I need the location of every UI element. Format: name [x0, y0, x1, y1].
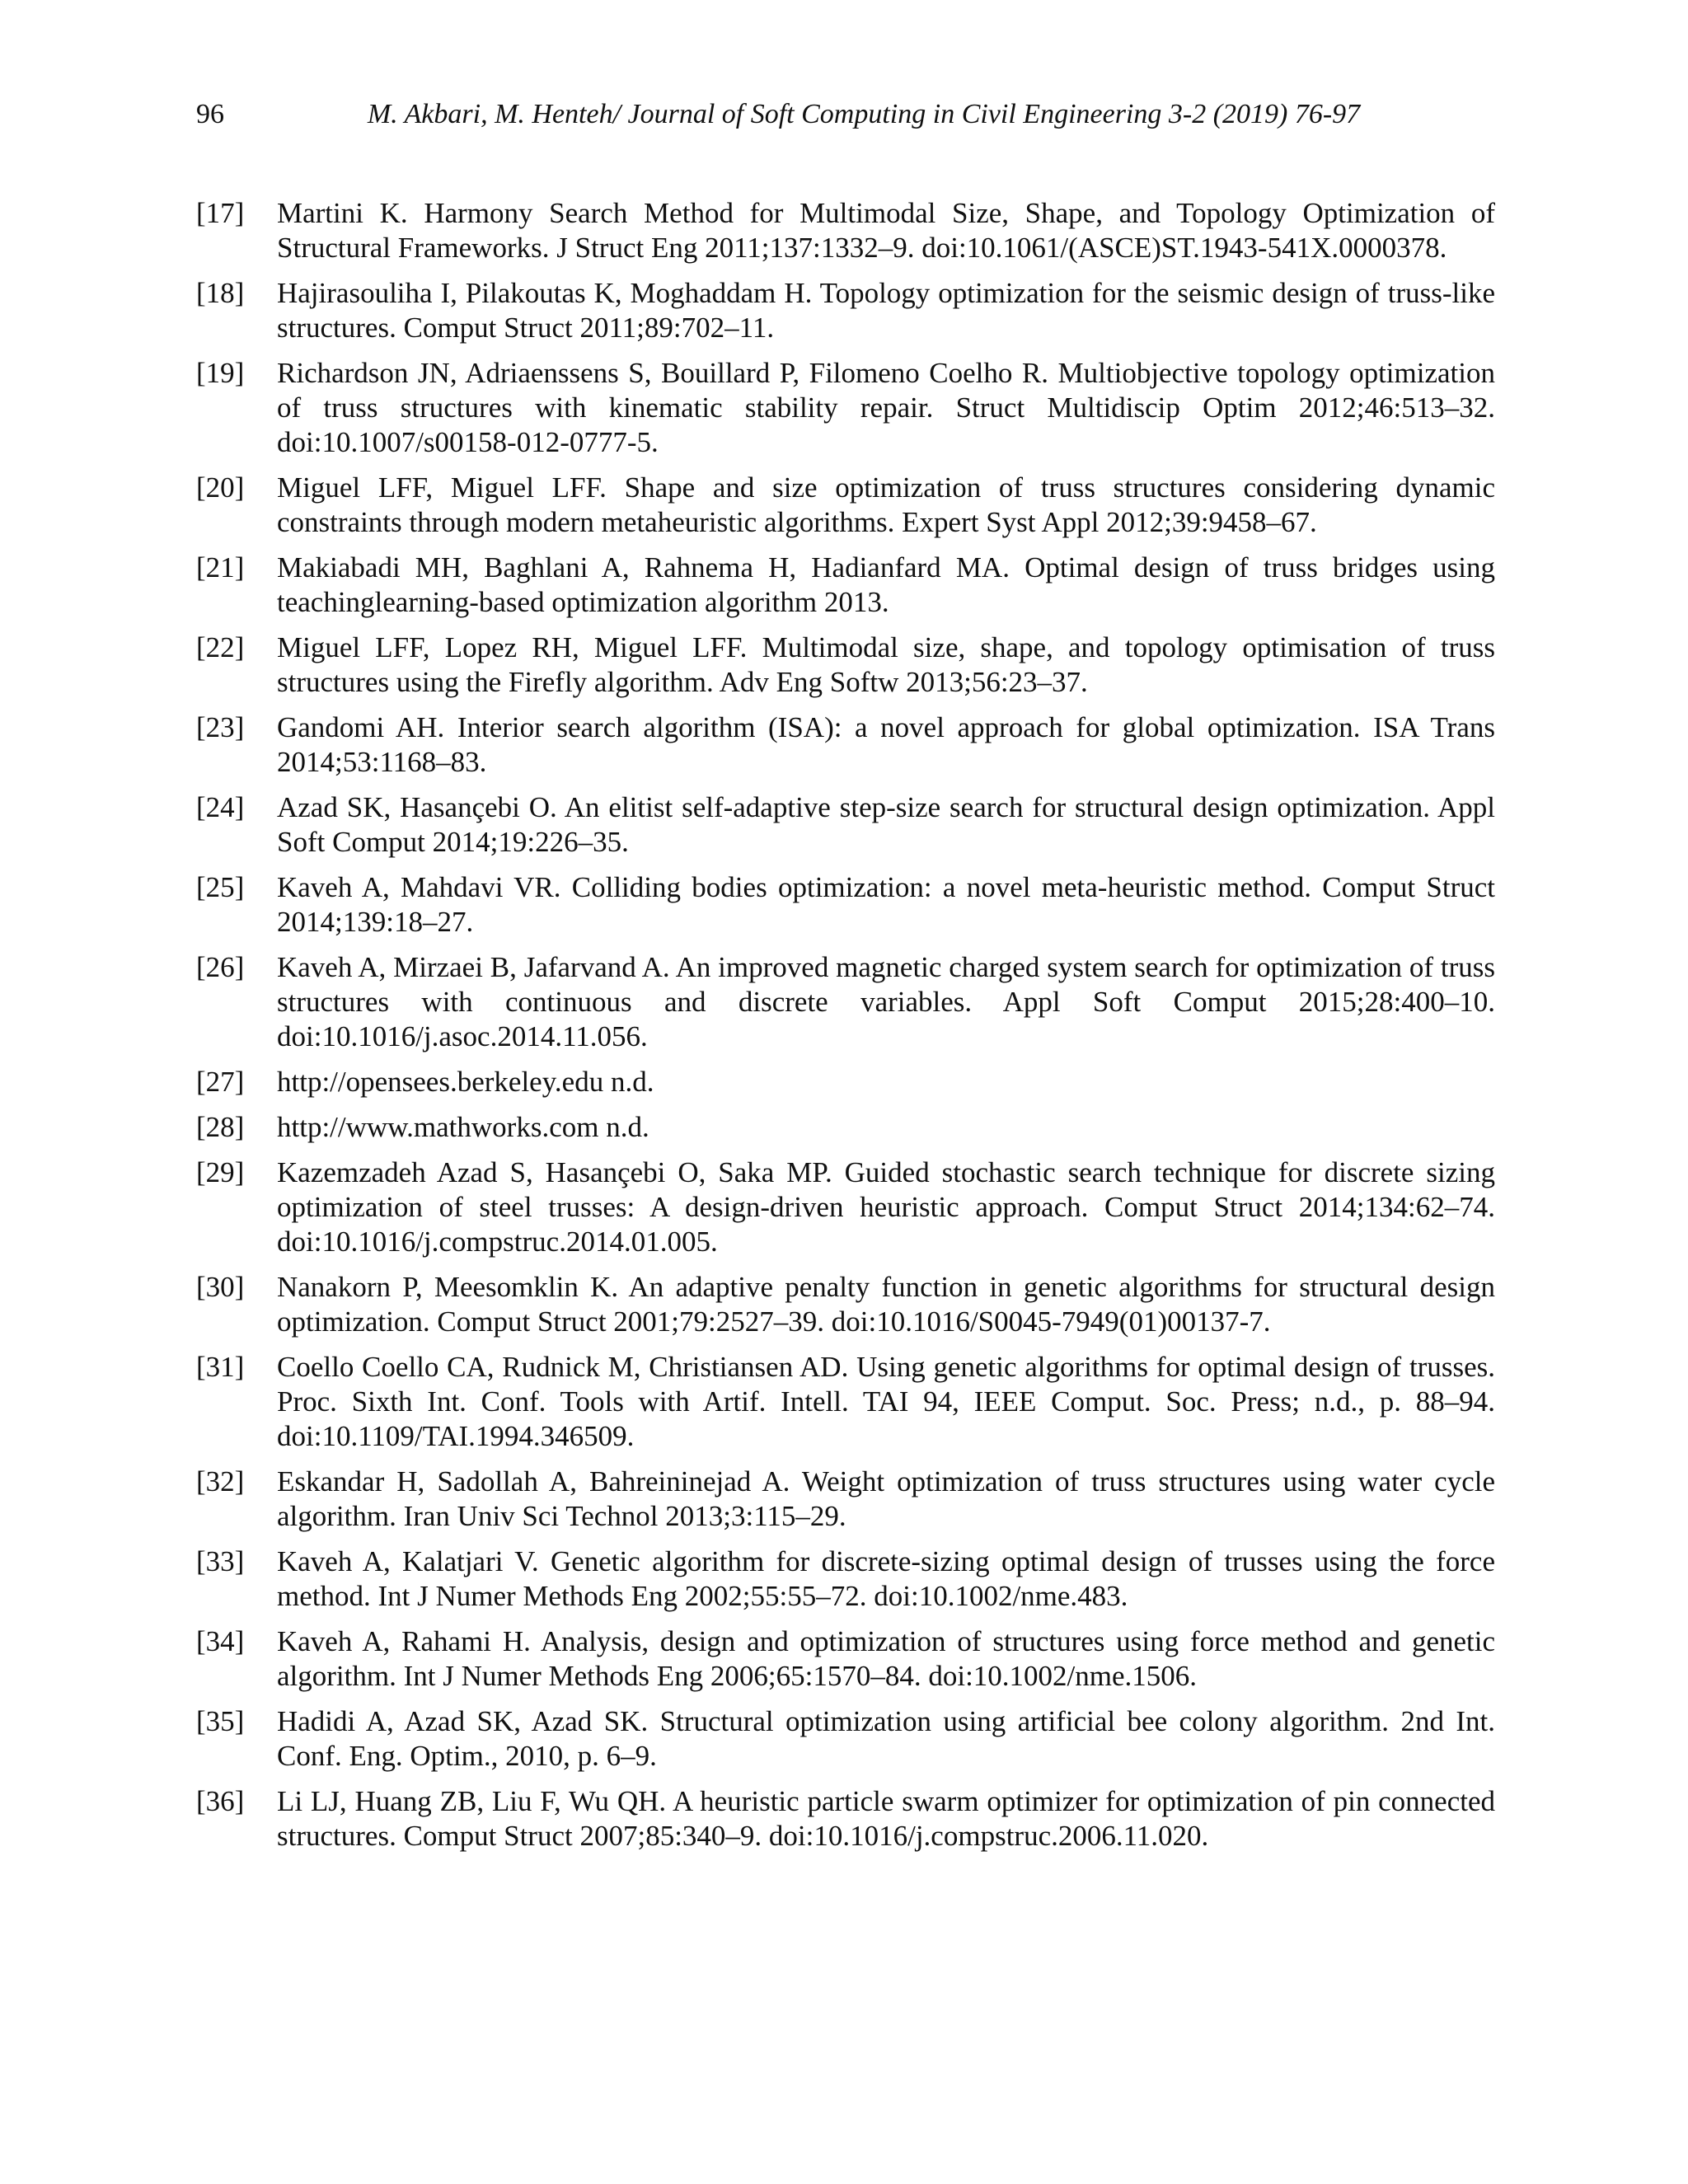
reference-text: Coello Coello CA, Rudnick M, Christiansen AD. Using genetic algorithms for optimal design of trusses. Proc. Sixth Int. Conf. Tools with Artif. Intell. TAI 94, IEEE Comput. Soc. Press; n.d., p. 88–94. doi:10.1109/TAI.1994.346509. [277, 1351, 1495, 1452]
reference-number: [26] [196, 951, 245, 983]
reference-number: [22] [196, 631, 245, 663]
reference-text: Li LJ, Huang ZB, Liu F, Wu QH. A heuristic particle swarm optimizer for optimization of pin connected structures. Comput Struct 2007;85:340–9. doi:10.1016/j.compstruc.2006.11.020. [277, 1785, 1495, 1852]
reference-item [196, 1544, 1495, 1614]
reference-text: Nanakorn P, Meesomklin K. An adaptive penalty function in genetic algorithms for structural design optimization. Comput Struct 2001;79:2527–39. doi:10.1016/S0045-7949(01)00137-7. [277, 1271, 1495, 1338]
reference-text: Kaveh A, Mahdavi VR. Colliding bodies optimization: a novel meta-heuristic method. Comput Struct 2014;139:18–27. [277, 871, 1495, 938]
reference-item [196, 1350, 1495, 1454]
reference-text: Kaveh A, Mirzaei B, Jafarvand A. An improved magnetic charged system search for optimization of truss structures with continuous and discrete variables. Appl Soft Comput 2015;28:400–10. doi:10.1016/j.asoc.2014.11.056. [277, 951, 1495, 1052]
reference-item [196, 196, 1495, 265]
reference-number: [35] [196, 1705, 245, 1737]
reference-item [196, 1065, 1495, 1099]
reference-number: [24] [196, 791, 245, 823]
reference-item [196, 950, 1495, 1054]
reference-item [196, 276, 1495, 345]
reference-number: [28] [196, 1111, 245, 1143]
reference-list [196, 196, 1495, 1864]
reference-text: Gandomi AH. Interior search algorithm (ISA): a novel approach for global optimization. ISA Trans 2014;53:1168–83. [277, 711, 1495, 778]
running-title: M. Akbari, M. Henteh/ Journal of Soft Computing in Civil Engineering 3-2 (2019) 76-97 [367, 99, 1361, 129]
reference-text: Hadidi A, Azad SK, Azad SK. Structural optimization using artificial bee colony algorithm. 2nd Int. Conf. Eng. Optim., 2010, p. 6–9. [277, 1705, 1495, 1772]
reference-number: [20] [196, 471, 245, 504]
reference-number: [32] [196, 1465, 245, 1497]
reference-text: Miguel LFF, Miguel LFF. Shape and size optimization of truss structures considering dynamic constraints through modern metaheuristic algorithms. Expert Syst Appl 2012;39:9458–67. [277, 471, 1495, 538]
reference-item [196, 551, 1495, 620]
reference-item [196, 710, 1495, 780]
reference-text: Kaveh A, Rahami H. Analysis, design and optimization of structures using force method and genetic algorithm. Int J Numer Methods Eng 2006;65:1570–84. doi:10.1002/nme.1506. [277, 1625, 1495, 1692]
reference-number: [23] [196, 711, 245, 743]
reference-number: [31] [196, 1351, 245, 1383]
reference-text: Azad SK, Hasançebi O. An elitist self-adaptive step-size search for structural design optimization. Appl Soft Comput 2014;19:226–35. [277, 791, 1495, 858]
reference-text: http://opensees.berkeley.edu n.d. [277, 1066, 654, 1098]
reference-number: [18] [196, 277, 245, 309]
reference-item [196, 790, 1495, 860]
reference-number: [19] [196, 357, 245, 389]
reference-item [196, 1110, 1495, 1145]
reference-number: [36] [196, 1785, 245, 1817]
reference-item [196, 630, 1495, 700]
reference-number: [33] [196, 1545, 245, 1577]
reference-text: http://www.mathworks.com n.d. [277, 1111, 649, 1143]
reference-item [196, 1465, 1495, 1534]
reference-item [196, 870, 1495, 940]
reference-text: Martini K. Harmony Search Method for Multimodal Size, Shape, and Topology Optimization of Structural Frameworks. J Struct Eng 2011;137:1332–9. doi:10.1061/(ASCE)ST.1943-541X.0000378. [277, 197, 1495, 264]
reference-text: Miguel LFF, Lopez RH, Miguel LFF. Multimodal size, shape, and topology optimisation of truss structures using the Firefly algorithm. Adv Eng Softw 2013;56:23–37. [277, 631, 1495, 698]
reference-text: Hajirasouliha I, Pilakoutas K, Moghaddam H. Topology optimization for the seismic design of truss-like structures. Comput Struct 2011;89:702–11. [277, 277, 1495, 344]
reference-number: [27] [196, 1066, 245, 1098]
reference-item [196, 1155, 1495, 1259]
reference-item [196, 1704, 1495, 1774]
reference-text: Richardson JN, Adriaenssens S, Bouillard P, Filomeno Coelho R. Multiobjective topology optimization of truss structures with kinematic stability repair. Struct Multidiscip Optim 2012;46:513–32. doi:10.1007/s00158-012-0777-5. [277, 357, 1495, 458]
reference-number: [30] [196, 1271, 245, 1303]
reference-text: Kaveh A, Kalatjari V. Genetic algorithm for discrete-sizing optimal design of trusses using the force method. Int J Numer Methods Eng 2002;55:55–72. doi:10.1002/nme.483. [277, 1545, 1495, 1612]
reference-number: [21] [196, 551, 245, 583]
reference-text: Eskandar H, Sadollah A, Bahreininejad A. Weight optimization of truss structures using water cycle algorithm. Iran Univ Sci Technol 2013;3:115–29. [277, 1465, 1495, 1532]
page-number: 96 [196, 99, 224, 129]
reference-number: [25] [196, 871, 245, 903]
reference-number: [34] [196, 1625, 245, 1657]
reference-text: Kazemzadeh Azad S, Hasançebi O, Saka MP. Guided stochastic search technique for discrete sizing optimization of steel trusses: A design-driven heuristic approach. Comput Struct 2014;134:62–74. doi:10.1016/j.compstruc.2014.01.005. [277, 1156, 1495, 1258]
reference-item [196, 1784, 1495, 1854]
reference-item [196, 356, 1495, 460]
reference-item [196, 1624, 1495, 1694]
reference-number: [29] [196, 1156, 245, 1188]
reference-number: [17] [196, 197, 245, 229]
page-header [196, 99, 1531, 140]
reference-item [196, 1270, 1495, 1339]
reference-text: Makiabadi MH, Baghlani A, Rahnema H, Hadianfard MA. Optimal design of truss bridges using teachinglearning-based optimization algorithm 2013. [277, 551, 1495, 618]
reference-item [196, 471, 1495, 540]
